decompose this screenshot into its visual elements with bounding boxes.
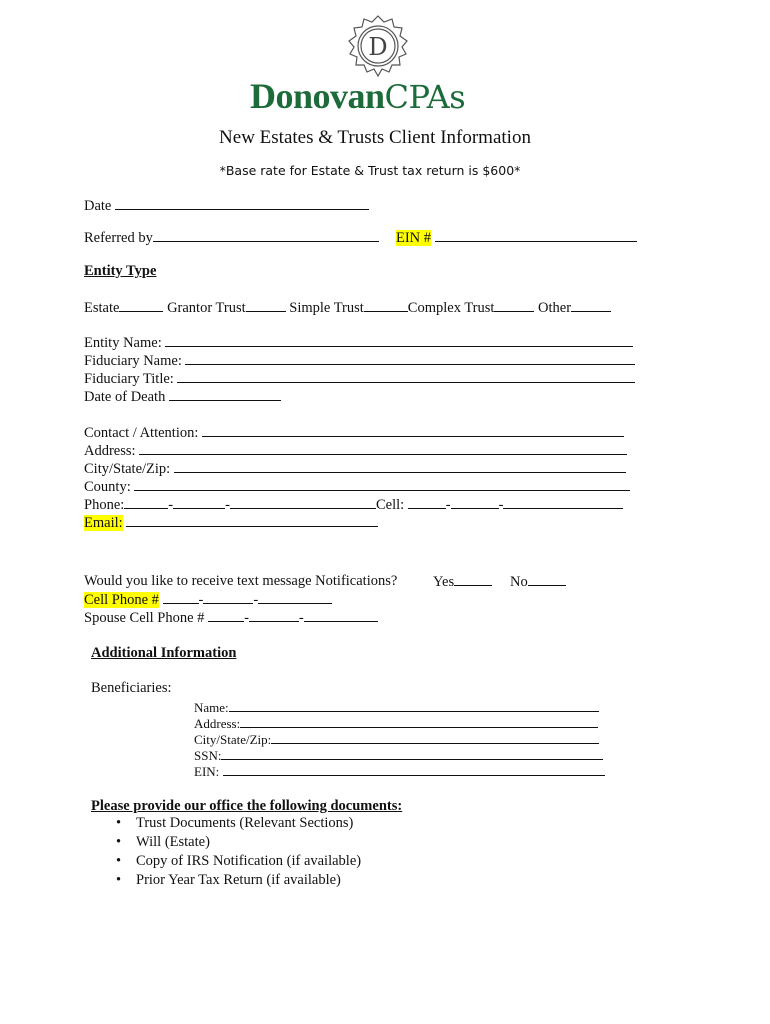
sms-cell-area-field[interactable] — [163, 591, 199, 604]
donovan-seal-logo — [346, 14, 410, 78]
beneficiary-ein-label: EIN: — [194, 764, 220, 779]
county-label: County: — [84, 479, 131, 495]
documents-list — [114, 815, 361, 891]
complex-blank[interactable] — [494, 299, 534, 312]
sms-no-row — [510, 573, 566, 591]
bullet-icon: • — [116, 872, 122, 888]
beneficiary-name-field[interactable] — [229, 699, 599, 712]
fiduciary-title-field[interactable] — [177, 370, 635, 383]
beneficiary-address-row — [194, 715, 598, 732]
beneficiary-ssn-field[interactable] — [221, 747, 603, 760]
date-row — [84, 197, 369, 215]
address-label: Address: — [84, 443, 136, 459]
spouse-line-field[interactable] — [304, 609, 378, 622]
cell-dash: - — [498, 497, 504, 513]
option-complex-trust: Complex Trust — [407, 300, 495, 316]
beneficiary-address-label: Address: — [194, 716, 241, 731]
sms-no-field[interactable] — [528, 573, 566, 586]
bullet-icon: • — [116, 815, 122, 831]
phone-dash: - — [225, 497, 230, 513]
beneficiary-name-label: Name: — [194, 700, 229, 715]
date-label: Date — [84, 198, 112, 214]
additional-info-heading: Additional Information — [91, 645, 237, 661]
attention-field[interactable] — [202, 424, 624, 437]
beneficiary-ein-row — [194, 763, 605, 780]
attention-row — [84, 424, 624, 442]
phone-dash: - — [168, 497, 174, 513]
email-label: Email: — [84, 515, 123, 531]
sms-cell-prefix-field[interactable] — [203, 591, 253, 604]
option-simple-trust: Simple Trust — [289, 300, 364, 316]
sms-yes-row — [433, 573, 492, 591]
spouse-area-field[interactable] — [208, 609, 244, 622]
attention-label: Contact / Attention: — [84, 425, 199, 441]
city-label: City/State/Zip: — [84, 461, 171, 477]
list-item — [114, 815, 361, 834]
logo-letter: D — [368, 33, 388, 61]
sms-cell-dash: - — [253, 592, 259, 608]
address-field[interactable] — [139, 442, 627, 455]
form-subtitle: *Base rate for Estate & Trust tax return is $600* — [219, 163, 521, 178]
ein-row — [396, 229, 637, 247]
document-item-text: Prior Year Tax Return (if available) — [136, 872, 341, 888]
spouse-prefix-field[interactable] — [249, 609, 299, 622]
grantor-blank[interactable] — [246, 299, 286, 312]
brand-cpa: CPAs — [384, 78, 466, 116]
beneficiary-ein-field[interactable] — [223, 763, 605, 776]
entity-name-label: Entity Name: — [84, 335, 162, 351]
beneficiary-city-field[interactable] — [271, 731, 599, 744]
sms-yes-label: Yes — [433, 574, 455, 590]
option-estate: Estate — [84, 300, 120, 316]
email-row — [84, 514, 378, 532]
cell-label: Cell: — [375, 497, 405, 513]
beneficiary-city-label: City/State/Zip: — [194, 732, 272, 747]
sms-cell-line-field[interactable] — [258, 591, 332, 604]
spouse-dash: - — [244, 610, 249, 626]
entity-type-heading: Entity Type — [84, 263, 157, 279]
referred-field[interactable] — [153, 229, 379, 242]
phone-row — [84, 496, 623, 514]
fiduciary-title-label: Fiduciary Title: — [84, 371, 174, 387]
ein-label: EIN # — [396, 230, 432, 246]
simple-blank[interactable] — [364, 299, 408, 312]
date-field[interactable] — [115, 197, 369, 210]
phone-area-field[interactable] — [124, 496, 168, 509]
date-of-death-field[interactable] — [169, 388, 281, 401]
estate-blank[interactable] — [119, 299, 163, 312]
fiduciary-title-row — [84, 370, 635, 388]
sms-no-label: No — [510, 574, 528, 590]
city-field[interactable] — [174, 460, 626, 473]
brand-main: Donovan — [250, 76, 385, 116]
fiduciary-name-label: Fiduciary Name: — [84, 353, 182, 369]
list-item — [114, 872, 361, 891]
beneficiaries-label: Beneficiaries: — [91, 680, 172, 696]
phone-prefix-field[interactable] — [173, 496, 225, 509]
beneficiary-ssn-row — [194, 747, 603, 764]
document-item-text: Will (Estate) — [136, 834, 210, 850]
beneficiary-city-row — [194, 731, 599, 748]
form-title: New Estates & Trusts Client Information — [219, 127, 531, 148]
sms-yes-field[interactable] — [454, 573, 492, 586]
cell-dash: - — [445, 497, 451, 513]
other-blank[interactable] — [571, 299, 611, 312]
entity-name-field[interactable] — [165, 334, 633, 347]
sms-question: Would you like to receive text message Notifications? — [84, 573, 398, 589]
beneficiary-address-field[interactable] — [240, 715, 598, 728]
sms-cell-dash: - — [198, 592, 204, 608]
cell-prefix-field[interactable] — [451, 496, 499, 509]
beneficiary-name-row — [194, 699, 599, 716]
bullet-icon: • — [116, 834, 122, 850]
ein-field[interactable] — [435, 229, 637, 242]
cell-phone-row — [84, 591, 332, 609]
date-of-death-label: Date of Death — [84, 389, 166, 405]
beneficiary-ssn-label: SSN: — [194, 748, 222, 763]
phone-label: Phone: — [84, 497, 125, 513]
address-row — [84, 442, 627, 460]
document-item-text: Copy of IRS Notification (if available) — [136, 853, 362, 869]
documents-heading: Please provide our office the following documents: — [91, 798, 403, 814]
brand-name — [250, 75, 465, 117]
referred-row — [84, 229, 379, 247]
cell-area-field[interactable] — [408, 496, 446, 509]
date-of-death-row — [84, 388, 281, 406]
option-grantor-trust: Grantor Trust — [167, 300, 246, 316]
county-field[interactable] — [134, 478, 630, 491]
cell-phone-label: Cell Phone # — [84, 592, 159, 608]
option-other: Other — [538, 300, 572, 316]
entity-name-row — [84, 334, 633, 352]
fiduciary-name-field[interactable] — [185, 352, 635, 365]
document-item-text: Trust Documents (Relevant Sections) — [136, 815, 354, 831]
spouse-phone-row — [84, 609, 378, 627]
cell-line-field[interactable] — [503, 496, 623, 509]
fiduciary-name-row — [84, 352, 635, 370]
list-item — [114, 853, 361, 872]
spouse-dash: - — [298, 610, 304, 626]
county-row — [84, 478, 630, 496]
bullet-icon: • — [116, 853, 122, 869]
entity-type-options — [84, 299, 611, 317]
email-field[interactable] — [126, 514, 378, 527]
referred-label: Referred by — [84, 230, 153, 246]
list-item — [114, 834, 361, 853]
phone-line-field[interactable] — [230, 496, 376, 509]
spouse-phone-label: Spouse Cell Phone # — [84, 610, 205, 626]
city-row — [84, 460, 626, 478]
